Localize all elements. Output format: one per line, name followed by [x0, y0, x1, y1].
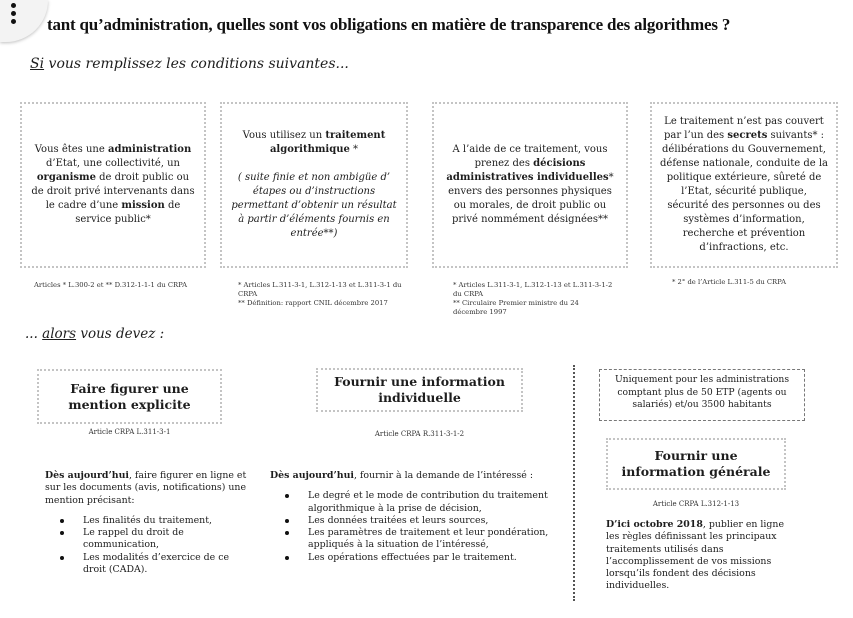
condition-text — [30, 143, 196, 227]
more-options-button[interactable] — [0, 0, 48, 42]
obligation-title: Faire figurer une mention explicite — [68, 380, 191, 412]
obligations-heading — [25, 326, 325, 342]
condition-note-line: * 2° de l’Article L.311-5 du CRPA — [672, 278, 787, 286]
condition-text-part: de droit public ou de droit privé intervenants dans le cadre d’une — [31, 172, 195, 211]
condition-note — [453, 281, 613, 317]
obligation-intro: , publier en ligne les règles définissant les principaux traitements utilisés dans l’accomplissement de vos missions lorsqu’ils fondent des décisions individuelles. — [606, 519, 785, 592]
list-item: Le degré et le mode de contribution du traitement algorithmique à la prise de décision, — [270, 490, 555, 515]
condition-text-part: * — [349, 144, 359, 155]
condition-text-part: de service public* — [75, 200, 181, 225]
condition-keyword: secrets — [727, 130, 768, 141]
list-item: Les finalités du traitement, — [45, 515, 250, 527]
condition-note-line: Articles * L.300-2 et ** D.312-1-1-1 du CRPA — [34, 281, 188, 289]
obligations-heading-alors: alors — [42, 326, 77, 342]
condition-keyword: décisions administratives individuelles — [446, 158, 609, 183]
obligation-intro: , faire figurer en ligne et sur les documents (avis, notifications) une mention précisant: — [45, 470, 247, 506]
condition-note-line: * Articles L.311-3-1, L.312-1-13 et L.311-3-1-2 du CRPA — [453, 281, 613, 298]
condition-note-line: ** Définition: rapport CNIL décembre 2017 — [238, 299, 388, 307]
condition-box-administration — [20, 102, 206, 268]
condition-keyword: organisme — [36, 172, 96, 183]
list-item: Les données traitées et leurs sources, — [270, 515, 555, 527]
condition-note-line: * Articles L.311-3-1, L.312-1-13 et L.311-3-1 du CRPA — [238, 281, 402, 298]
obligation-condition-box: Uniquement pour les administrations comptant plus de 50 ETP (agents ou salariés) et/ou 3500 habitants — [599, 369, 805, 421]
condition-text-part: Vous êtes une — [34, 144, 108, 155]
conditions-heading-si: Si — [30, 56, 45, 72]
obligation-title: Fournir une information générale — [621, 448, 771, 479]
obligation-title-box — [37, 369, 222, 424]
page-title: tant qu’administration, quelles sont vos obligations en matière de transparence des algorithmes ? — [47, 15, 731, 34]
obligation-title-box — [606, 438, 786, 490]
obligation-intro: , fournir à la demande de l’intéressé : — [353, 470, 533, 481]
obligation-body — [606, 519, 786, 593]
condition-note — [672, 278, 842, 287]
condition-keyword: traitement algorithmique — [269, 130, 386, 155]
obligation-title: Fournir une information individuelle — [334, 374, 505, 405]
list-item: Les modalités d’exercice de ce droit (CADA). — [45, 552, 250, 577]
condition-keyword: mission — [121, 200, 165, 211]
more-vert-icon — [11, 3, 17, 27]
list-item: Le rappel du droit de communication, — [45, 527, 250, 552]
condition-text-part: Vous utilisez un — [242, 130, 326, 141]
obligation-body — [270, 470, 555, 564]
condition-box-secrets — [650, 102, 838, 268]
condition-text-part: d’Etat, une collectivité, un — [46, 158, 180, 169]
condition-text — [442, 143, 618, 227]
condition-text — [660, 115, 828, 255]
obligation-body — [45, 470, 250, 576]
condition-keyword: administration — [107, 144, 192, 155]
obligation-article: Article CRPA R.311-3-1-2 — [374, 430, 465, 438]
obligation-deadline: Dès aujourd’hui — [270, 470, 354, 481]
section-divider — [573, 365, 575, 601]
condition-box-decisions — [432, 102, 628, 268]
condition-text-part: Le traitement n’est pas couvert par l’un des — [663, 116, 824, 141]
conditions-heading — [30, 56, 430, 72]
obligation-title-box — [316, 368, 523, 412]
condition-note — [34, 281, 214, 290]
obligations-heading-rest: vous devez : — [76, 326, 165, 342]
condition-text — [230, 129, 398, 241]
obligation-deadline: Dès aujourd’hui — [45, 470, 129, 481]
condition-note-line: ** Circulaire Premier ministre du 24 décembre 1997 — [453, 299, 579, 316]
obligation-article: Article CRPA L.311-3-1 — [88, 428, 171, 436]
list-item: Les opérations effectuées par le traitement. — [270, 552, 555, 564]
obligation-article: Article CRPA L.312-1-13 — [652, 500, 740, 508]
obligations-heading-prefix: ... — [25, 326, 43, 342]
algorithm-definition: ( suite finie et non ambigüe d’ étapes ou d’instructions permettant d’obtenir un résultat à partir d’éléments fournis en entrée**) — [231, 172, 397, 239]
condition-note — [238, 281, 413, 308]
condition-text-part: suivants* : délibérations du Gouvernement, défense nationale, conduite de la politique extérieure, sûreté de l’Etat, sécurité publique, sécurité des personnes ou des systèmes d’information, recherche et prévention d’infractions, etc. — [660, 130, 828, 253]
condition-box-algorithm — [220, 102, 408, 268]
condition-text-part: A l’aide de ce traitement, vous prenez des — [452, 144, 608, 169]
obligation-deadline: D’ici octobre 2018 — [606, 519, 703, 530]
conditions-heading-rest: vous remplissez les conditions suivantes... — [44, 56, 349, 72]
list-item: Les paramètres de traitement et leur pondération, appliqués à la situation de l’intéressé, — [270, 527, 555, 552]
condition-text-part: * envers des personnes physiques ou morales, de droit public ou privé nommément désignées** — [448, 172, 614, 225]
